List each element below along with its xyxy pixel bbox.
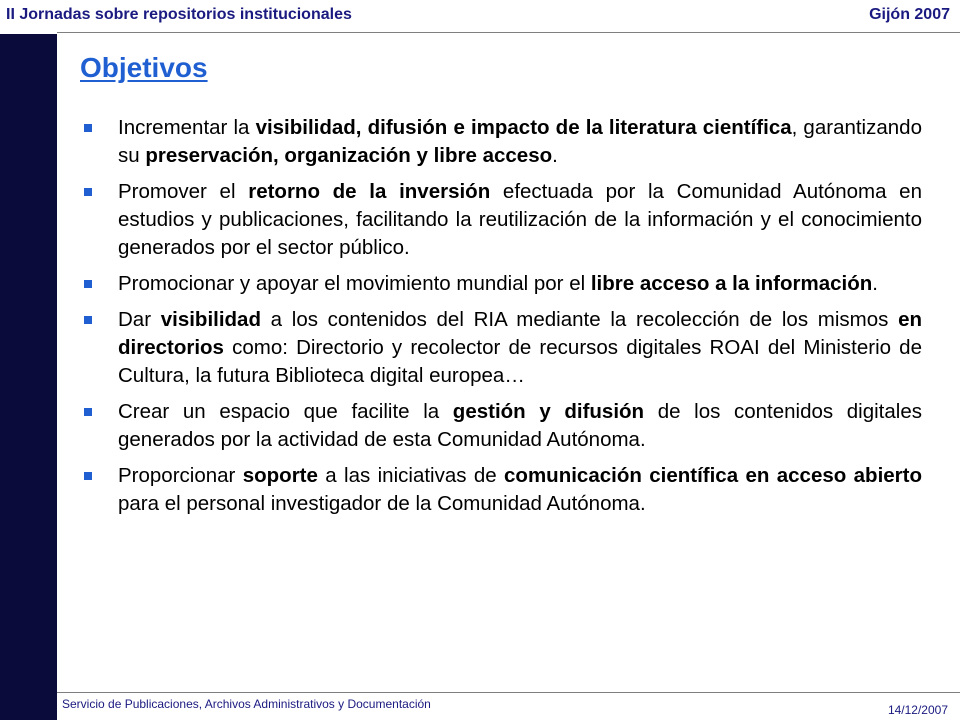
square-bullet-icon	[84, 280, 92, 288]
objective-text: Incrementar la	[118, 116, 256, 139]
objective-text: Proporcionar	[118, 464, 243, 487]
objective-text: , garantizando su	[118, 116, 922, 167]
square-bullet-icon	[84, 316, 92, 324]
footer-date: 14/12/2007	[887, 703, 948, 717]
objective-text-bold: preservación, organización y libre acceso	[145, 144, 553, 167]
event-place: Gijón 2007	[869, 6, 950, 23]
slide-header	[0, 0, 960, 32]
objective-text-bold: en directorios	[118, 308, 922, 359]
objective-text-bold: soporte	[242, 464, 318, 487]
objective-text: Promocionar y apoyar el movimiento mundial por el	[118, 272, 591, 295]
objective-text: Promover el	[118, 180, 249, 203]
header-divider	[57, 32, 960, 33]
objective-item	[80, 398, 922, 454]
objective-text-bold: gestión y difusión	[452, 400, 645, 423]
objective-item	[80, 270, 922, 298]
objective-text: a las iniciativas de	[317, 464, 505, 487]
objective-item	[80, 178, 922, 262]
objective-text: .	[872, 272, 878, 295]
footer-organization: Servicio de Publicaciones, Archivos Administrativos y Documentación	[62, 697, 431, 711]
square-bullet-icon	[84, 124, 92, 132]
objective-text: de los contenidos digitales generados por la actividad de esta Comunidad Autónoma.	[118, 400, 922, 451]
objectives-list	[80, 114, 922, 526]
objective-text: Crear un espacio que facilite la	[118, 400, 453, 423]
objective-item	[80, 114, 922, 170]
objective-text-bold: libre acceso a la información	[590, 272, 873, 295]
objective-text: efectuada por la Comunidad Autónoma en estudios y publicaciones, facilitando la reutilización de la información y el conocimiento generados por el sector público.	[118, 180, 922, 259]
objective-text: Dar	[118, 308, 161, 331]
footer-divider	[57, 692, 960, 693]
objective-text-bold: retorno de la inversión	[248, 180, 491, 203]
event-title: II Jornadas sobre repositorios institucionales	[6, 6, 352, 23]
objective-text: como: Directorio y recolector de recursos digitales ROAI del Ministerio de Cultura, la futura Biblioteca digital europea…	[118, 336, 922, 387]
objective-text: para el personal investigador de la Comunidad Autónoma.	[118, 492, 646, 515]
objective-text: a los contenidos del RIA mediante la recolección de los mismos	[260, 308, 899, 331]
slide-heading: Objetivos	[80, 52, 208, 83]
objective-text-bold: visibilidad	[160, 308, 261, 331]
square-bullet-icon	[84, 408, 92, 416]
objective-text-bold: comunicación científica en acceso abierto	[504, 464, 922, 487]
objective-text: .	[552, 144, 558, 167]
objective-item	[80, 306, 922, 390]
square-bullet-icon	[84, 472, 92, 480]
square-bullet-icon	[84, 188, 92, 196]
objective-text-bold: visibilidad, difusión e impacto de la literatura científica	[255, 116, 792, 139]
sidebar-band	[0, 34, 57, 720]
objective-item	[80, 462, 922, 518]
